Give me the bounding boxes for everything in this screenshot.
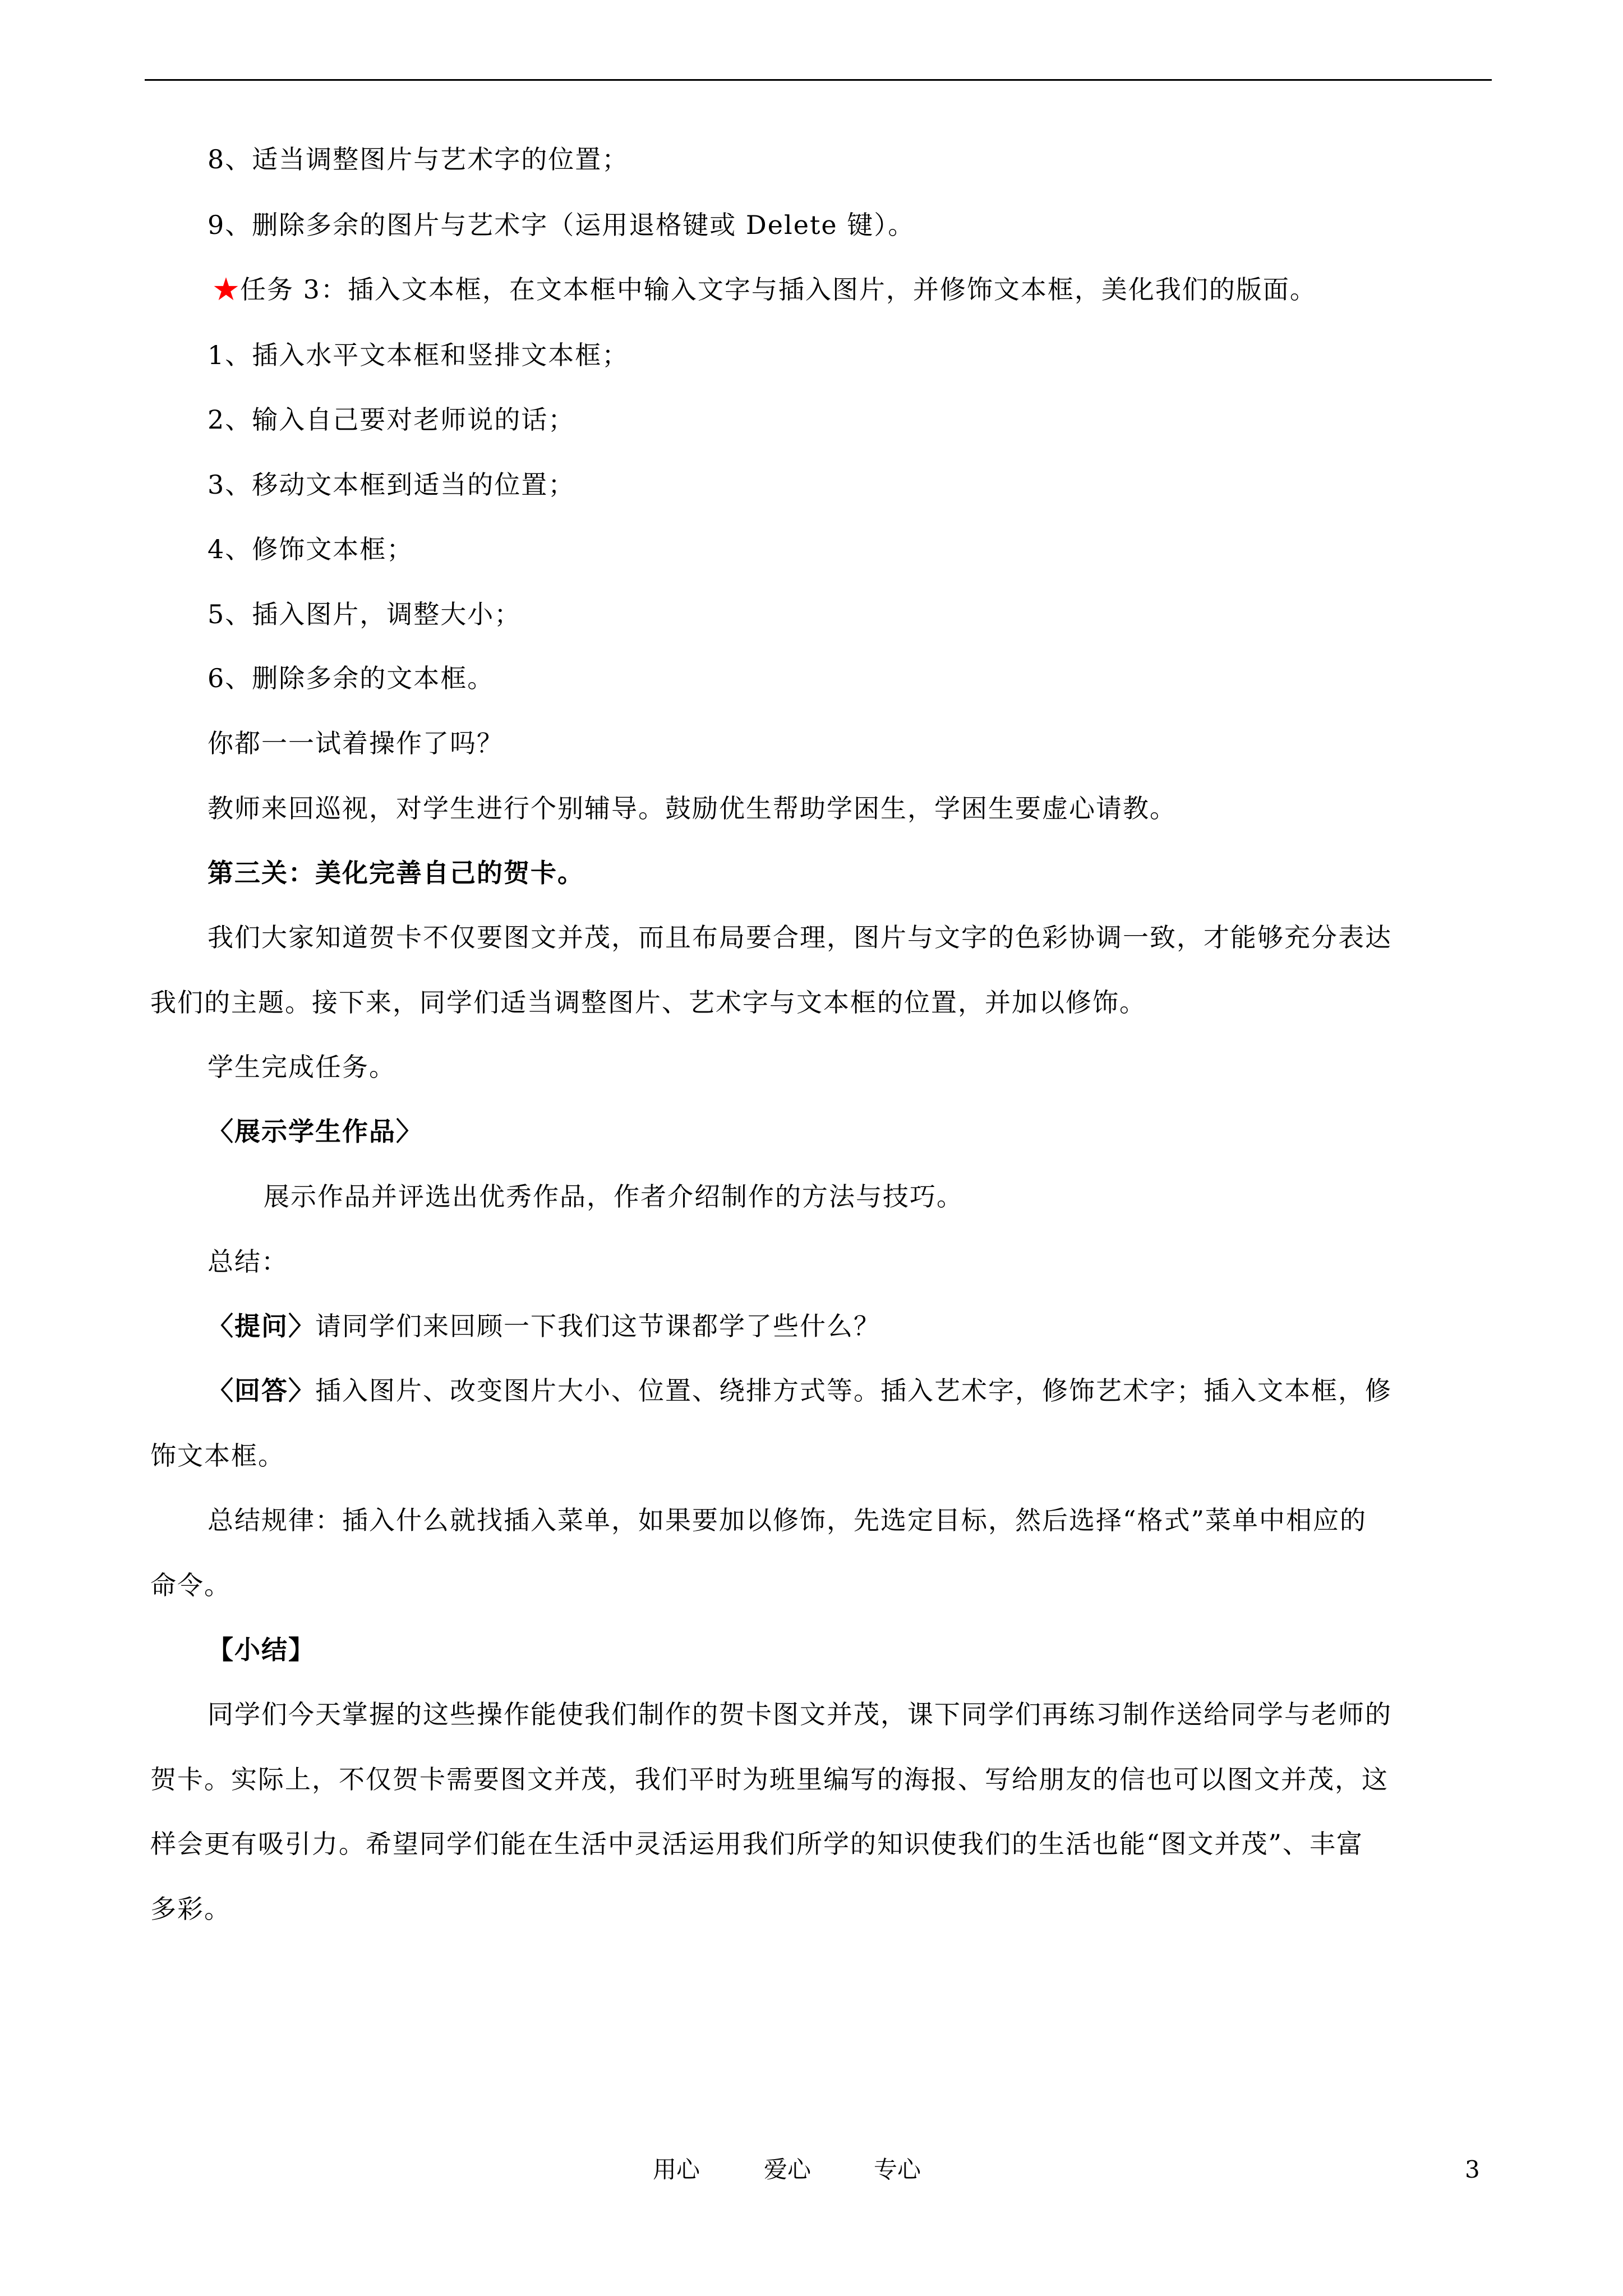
page-number: 3 — [1465, 2156, 1480, 2183]
step-9-line: 9、删除多余的图片与艺术字（运用退格键或 Delete 键）。 — [208, 210, 915, 240]
rule-summary-line: 总结规律：插入什么就找插入菜单，如果要加以修饰，先选定目标，然后选择“格式”菜单中相应的 — [208, 1505, 1367, 1535]
step-8-line: 8、适当调整图片与艺术字的位置； — [208, 144, 629, 174]
footer-motto-right: 专心 — [874, 2156, 921, 2183]
star-icon: ★ — [213, 274, 240, 305]
footer-motto-left: 用心 — [653, 2156, 700, 2183]
ask-line — [208, 1309, 880, 1343]
task-3-step-4: 4、修饰文本框； — [208, 534, 414, 564]
conclusion-paragraph-2: 贺卡。实际上，不仅贺卡需要图文并茂，我们平时为班里编写的海报、写给朋友的信也可以图文并茂，这 — [150, 1764, 1389, 1795]
answer-continued: 饰文本框。 — [150, 1441, 285, 1471]
summary-label: 总结： — [208, 1246, 288, 1277]
rule-summary-continued: 命令。 — [150, 1570, 231, 1600]
showcase-heading: 〈展示学生作品〉 — [208, 1116, 423, 1147]
level-3-heading: 第三关：美化完善自己的贺卡。 — [208, 858, 584, 888]
answer-label: 〈回答〉 — [208, 1375, 315, 1406]
task-3-step-6: 6、删除多余的文本框。 — [208, 663, 495, 693]
paragraph-layout-2: 我们的主题。接下来，同学们适当调整图片、艺术字与文本框的位置，并加以修饰。 — [150, 987, 1146, 1018]
task-3-step-5: 5、插入图片，调整大小； — [208, 599, 522, 629]
task-3-step-3: 3、移动文本框到适当的位置； — [208, 470, 575, 500]
answer-text: 插入图片、改变图片大小、位置、绕排方式等。插入艺术字，修饰艺术字；插入文本框，修 — [315, 1375, 1392, 1406]
task-3-step-2: 2、输入自己要对老师说的话； — [208, 404, 575, 435]
conclusion-paragraph-4: 多彩。 — [150, 1894, 231, 1924]
footer-motto-middle: 爱心 — [764, 2156, 811, 2183]
conclusion-paragraph-3: 样会更有吸引力。希望同学们能在生活中灵活运用我们所学的知识使我们的生活也能“图文并茂”、丰富 — [150, 1829, 1364, 1859]
teacher-guidance-line: 教师来回巡视，对学生进行个别辅导。鼓励优生帮助学困生，学困生要虚心请教。 — [208, 793, 1177, 823]
paragraph-layout-1: 我们大家知道贺卡不仅要图文并茂，而且布局要合理，图片与文字的色彩协调一致，才能够充分表达 — [208, 922, 1392, 953]
answer-line — [208, 1373, 1392, 1408]
showcase-text: 展示作品并评选出优秀作品，作者介绍制作的方法与技巧。 — [264, 1181, 963, 1212]
conclusion-heading: 【小结】 — [208, 1635, 315, 1665]
conclusion-paragraph-1: 同学们今天掌握的这些操作能使我们制作的贺卡图文并茂，课下同学们再练习制作送给同学与老师的 — [208, 1699, 1392, 1729]
ask-text: 请同学们来回顾一下我们这节课都学了些什么？ — [315, 1311, 880, 1341]
student-task-line: 学生完成任务。 — [208, 1052, 396, 1082]
task-3-text: 任务 3：插入文本框，在文本框中输入文字与插入图片，并修饰文本框，美化我们的版面。 — [240, 274, 1317, 305]
header-rule — [145, 79, 1492, 81]
ask-label: 〈提问〉 — [208, 1311, 315, 1341]
task-3-step-1: 1、插入水平文本框和竖排文本框； — [208, 340, 629, 370]
question-line: 你都一一试着操作了吗？ — [208, 728, 504, 758]
task-3-line — [213, 272, 1317, 307]
